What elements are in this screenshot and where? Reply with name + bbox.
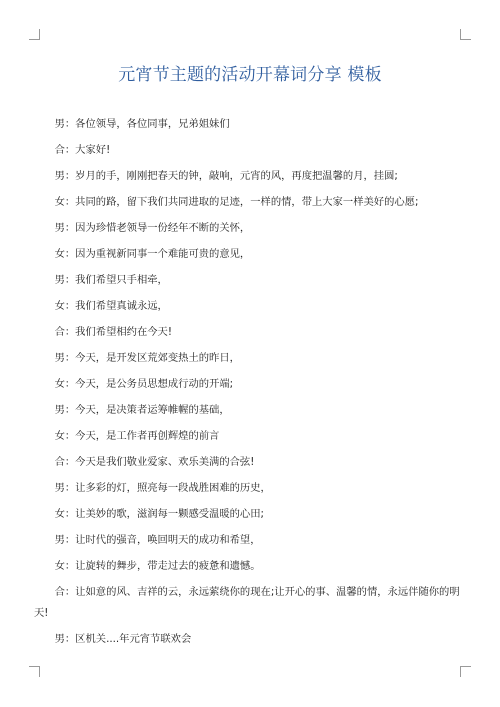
paragraph: 女：让美妙的歌，滋润每一颗感受温暖的心田;: [54, 508, 264, 520]
paragraph: 男：今天，是开发区荒郊变热土的昨日，: [54, 352, 240, 364]
corner-mark-bottom-left: [29, 666, 40, 677]
paragraph: 女：今天，是公务员思想成行动的开端;: [54, 378, 234, 390]
paragraph: 男：今天，是决策者运筹帷幄的基础，: [54, 404, 230, 416]
corner-mark-top-left: [29, 29, 40, 40]
paragraph: 男：岁月的手，刚刚把春天的钟，敲响，元宵的风，再度把温馨的月，挂圆;: [54, 170, 398, 182]
paragraph: 男：区机关....年元宵节联欢会: [54, 633, 192, 645]
paragraph: 男：因为珍惜老领导一份经年不断的关怀，: [54, 222, 251, 234]
paragraph: 女：因为重视新同事一个难能可贵的意见，: [54, 248, 251, 260]
paragraph: 女：我们希望真诚永远，: [54, 300, 168, 312]
corner-mark-top-right: [460, 29, 471, 40]
paragraph: 女：今天，是工作者再创辉煌的前言: [54, 430, 220, 442]
document-title: 元宵节主题的活动开幕词分享 模板: [118, 65, 382, 85]
paragraph: 合：大家好!: [54, 144, 111, 156]
paragraph: 男：各位领导，各位同事，兄弟姐妹们: [54, 118, 230, 130]
paragraph: 男：我们希望只手相牵，: [54, 274, 168, 286]
paragraph: 女：共同的路，留下我们共同进取的足迹，一样的情，带上大家一样美好的心愿;: [54, 196, 419, 208]
document-body: [34, 111, 466, 652]
paragraph: 女：让旋转的舞步，带走过去的疲惫和遗憾。: [54, 560, 261, 572]
paragraph: 男：让时代的强音，唤回明天的成功和希望，: [54, 534, 261, 546]
paragraph: 合：让如意的风、吉祥的云，永远萦绕你的现在;让开心的事、温馨的情，永远伴随你的明天!: [34, 585, 460, 619]
paragraph: 合：我们希望相约在今天!: [54, 326, 172, 338]
paragraph: 男：让多彩的灯，照亮每一段战胜困难的历史，: [54, 482, 271, 494]
corner-mark-bottom-right: [460, 666, 471, 677]
paragraph: 合：今天是我们敬业爱家、欢乐美满的合弦!: [54, 456, 255, 468]
